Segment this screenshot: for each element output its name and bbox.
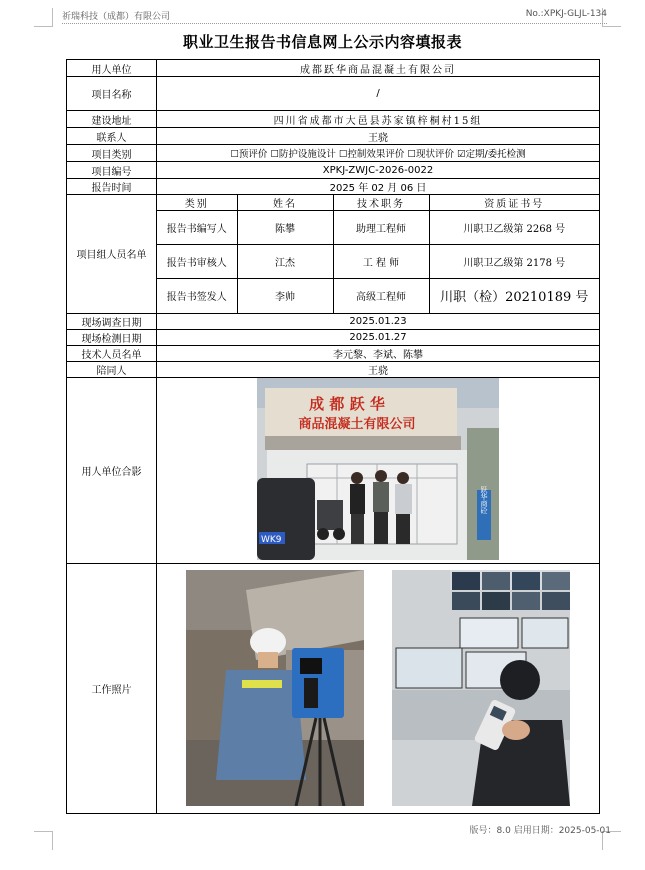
row-contact bbox=[67, 128, 600, 145]
team-role: 报告书编写人 bbox=[157, 211, 237, 245]
label-team: 项目组人员名单 bbox=[67, 195, 157, 314]
value-report-time: 2025 年 02 月 06 日 bbox=[157, 179, 600, 195]
value-tech-staff: 李元黎、李斌、陈攀 bbox=[157, 345, 600, 361]
team-role: 报告书签发人 bbox=[157, 279, 237, 313]
info-form-table bbox=[66, 59, 600, 814]
value-contact: 王骁 bbox=[157, 128, 600, 145]
value-category: ☐预评价 ☐防护设施设计 ☐控制效果评价 ☐现状评价 ☑定期/委托检测 bbox=[157, 145, 600, 162]
value-test-date: 2025.01.27 bbox=[157, 329, 600, 345]
value-project-no: XPKJ-ZWJC-2026-0022 bbox=[157, 162, 600, 179]
team-header-name: 姓名 bbox=[237, 195, 333, 211]
group-photo-image bbox=[257, 378, 499, 560]
page-header bbox=[62, 9, 607, 24]
crop-mark-top-left bbox=[34, 8, 53, 27]
row-project-no bbox=[67, 162, 600, 179]
label-report-time: 报告时间 bbox=[67, 179, 157, 195]
work-photo-field-sampling-image bbox=[186, 570, 364, 806]
team-table bbox=[157, 195, 599, 313]
group-photo-cell bbox=[157, 377, 600, 563]
team-cell bbox=[157, 195, 600, 314]
value-escort: 王骁 bbox=[157, 361, 600, 377]
group-photo bbox=[257, 378, 499, 560]
team-member-name: 李帅 bbox=[237, 279, 333, 313]
team-member-name: 陈攀 bbox=[237, 211, 333, 245]
label-group-photo: 用人单位合影 bbox=[67, 377, 157, 563]
header-doc-number: No.:XPKJ-GLJL-134 bbox=[525, 9, 607, 19]
label-employer: 用人单位 bbox=[67, 60, 157, 77]
label-work-photo: 工作照片 bbox=[67, 563, 157, 813]
team-row bbox=[157, 211, 599, 245]
team-member-cert: 川职卫乙级第 2268 号 bbox=[429, 211, 599, 245]
team-member-title: 高级工程师 bbox=[333, 279, 429, 313]
team-header-cert: 资质证书号 bbox=[429, 195, 599, 211]
row-survey-date bbox=[67, 313, 600, 329]
team-header-row bbox=[157, 195, 599, 211]
row-employer bbox=[67, 60, 600, 77]
sign-text-line2: 商品混凝土有限公司 bbox=[298, 416, 416, 432]
team-member-name: 江杰 bbox=[237, 245, 333, 279]
work-photos bbox=[157, 570, 599, 806]
side-sign-text: 跃华商砼 bbox=[480, 485, 488, 514]
team-row bbox=[157, 279, 599, 313]
value-survey-date: 2025.01.23 bbox=[157, 313, 600, 329]
row-team bbox=[67, 195, 600, 314]
car bbox=[257, 478, 315, 560]
team-role: 报告书审核人 bbox=[157, 245, 237, 279]
label-test-date: 现场检测日期 bbox=[67, 329, 157, 345]
document-title: 职业卫生报告书信息网上公示内容填报表 bbox=[182, 33, 462, 51]
car-plate-text: WK9 bbox=[261, 534, 282, 545]
sign-text-line1: 成 都 跃 华 bbox=[309, 394, 385, 413]
value-project-name: / bbox=[157, 77, 600, 111]
team-header-title: 技术职务 bbox=[333, 195, 429, 211]
value-address: 四川省成都市大邑县苏家镇梓桐村15组 bbox=[157, 111, 600, 128]
label-survey-date: 现场调查日期 bbox=[67, 313, 157, 329]
team-member-title: 工 程 师 bbox=[333, 245, 429, 279]
team-member-cert: 川职（检）20210189 号 bbox=[429, 279, 599, 313]
work-photo-control-room bbox=[392, 570, 570, 806]
label-tech-staff: 技术人员名单 bbox=[67, 345, 157, 361]
work-photo-cell bbox=[157, 563, 600, 813]
row-category bbox=[67, 145, 600, 162]
label-contact: 联系人 bbox=[67, 128, 157, 145]
row-group-photo bbox=[67, 377, 600, 563]
team-row bbox=[157, 245, 599, 279]
label-project-name: 项目名称 bbox=[67, 77, 157, 111]
row-project-name bbox=[67, 77, 600, 111]
team-member-cert: 川职卫乙级第 2178 号 bbox=[429, 245, 599, 279]
label-project-no: 项目编号 bbox=[67, 162, 157, 179]
label-address: 建设地址 bbox=[67, 111, 157, 128]
label-escort: 陪同人 bbox=[67, 361, 157, 377]
work-photo-control-room-image bbox=[392, 570, 570, 806]
header-company: 祈瑞科技（成都）有限公司 bbox=[62, 12, 171, 22]
row-test-date bbox=[67, 329, 600, 345]
row-report-time bbox=[67, 179, 600, 195]
crop-mark-bottom-left bbox=[34, 831, 53, 850]
row-address bbox=[67, 111, 600, 128]
value-employer: 成都跃华商品混凝土有限公司 bbox=[157, 60, 600, 77]
row-escort bbox=[67, 361, 600, 377]
row-work-photo bbox=[67, 563, 600, 813]
label-category: 项目类别 bbox=[67, 145, 157, 162]
team-header-role: 类别 bbox=[157, 195, 237, 211]
work-photo-field-sampling bbox=[186, 570, 364, 806]
row-tech-staff bbox=[67, 345, 600, 361]
team-member-title: 助理工程师 bbox=[333, 211, 429, 245]
page-footer-version: 版号：8.0 启用日期：2025-05-01 bbox=[469, 826, 611, 836]
